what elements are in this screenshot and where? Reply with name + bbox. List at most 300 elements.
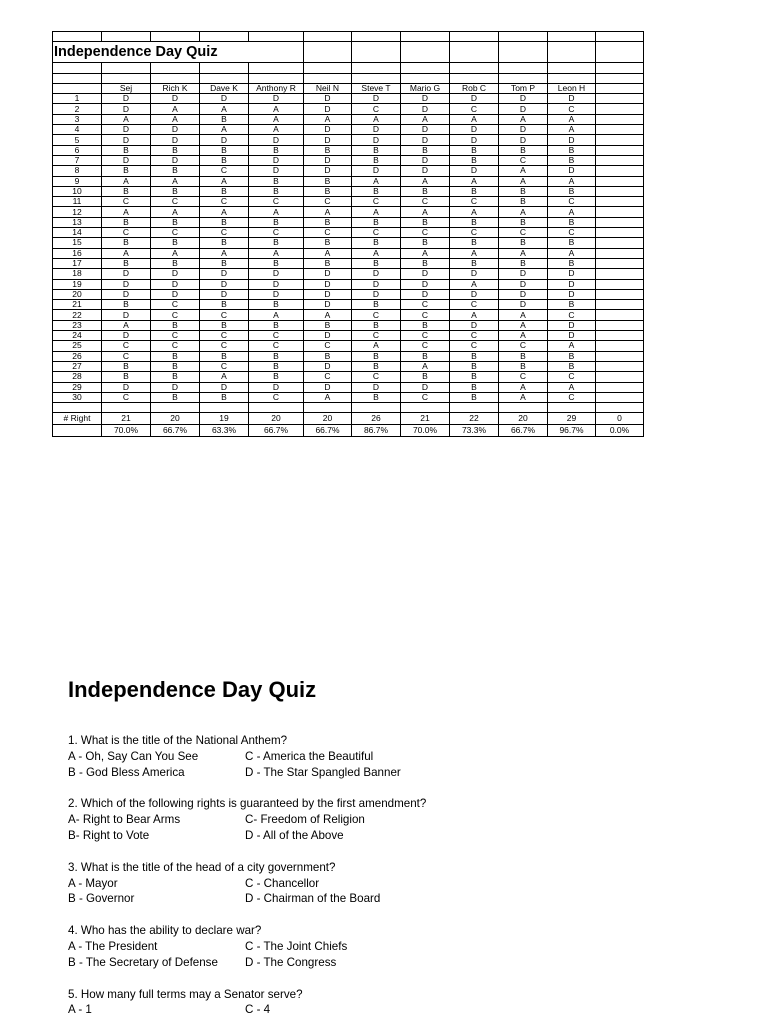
answer-cell: B [249, 300, 304, 310]
answer-cell: A [548, 341, 596, 351]
answer-cell: D [499, 94, 548, 104]
answer-cell: C [499, 372, 548, 382]
answer-cell: A [450, 279, 499, 289]
answer-cell: B [499, 351, 548, 361]
spreadsheet-empty-cell [596, 372, 644, 382]
spreadsheet-empty-cell [596, 258, 644, 268]
answer-cell: D [249, 155, 304, 165]
right-count-cell: 21 [401, 413, 450, 425]
answer-cell: D [304, 300, 352, 310]
spreadsheet-empty-cell [200, 63, 249, 73]
answer-cell: C [401, 341, 450, 351]
right-count-cell: 0 [596, 413, 644, 425]
answer-cell: C [304, 228, 352, 238]
answer-cell: A [352, 114, 401, 124]
answer-cell: D [304, 289, 352, 299]
answer-cell: D [200, 269, 249, 279]
answer-cell: B [249, 351, 304, 361]
answer-cell: B [450, 361, 499, 371]
participant-name: Neil N [304, 83, 352, 93]
question-number: 26 [53, 351, 102, 361]
spreadsheet-empty-cell [53, 73, 102, 83]
answer-cell: D [304, 279, 352, 289]
answer-cell: A [151, 207, 200, 217]
answer-cell: A [401, 248, 450, 258]
answer-cell: D [352, 94, 401, 104]
spreadsheet-empty-cell [596, 63, 644, 73]
answer-cell: B [548, 186, 596, 196]
answer-row [53, 155, 644, 165]
answer-cell: B [401, 258, 450, 268]
question-number: 5 [53, 135, 102, 145]
answer-cell: D [450, 166, 499, 176]
question-number: 17 [53, 258, 102, 268]
answer-row [53, 269, 644, 279]
spreadsheet-title: Independence Day Quiz [53, 42, 249, 63]
spreadsheet-empty-cell [596, 382, 644, 392]
answer-cell: C [352, 228, 401, 238]
question-number: 13 [53, 217, 102, 227]
answer-cell: B [499, 258, 548, 268]
spreadsheet-empty-cell [596, 83, 644, 93]
question-number: 9 [53, 176, 102, 186]
spreadsheet-empty-cell [596, 73, 644, 83]
answer-cell: B [200, 392, 249, 402]
answer-cell: C [401, 228, 450, 238]
question-number: 15 [53, 238, 102, 248]
question-number: 10 [53, 186, 102, 196]
spreadsheet-empty-cell [401, 73, 450, 83]
spreadsheet-empty-cell [596, 320, 644, 330]
answer-cell: A [102, 114, 151, 124]
answer-cell: A [499, 331, 548, 341]
answer-option: B- Right to Vote [68, 828, 150, 842]
answer-cell: B [151, 392, 200, 402]
answer-cell: B [249, 217, 304, 227]
answer-cell: B [200, 238, 249, 248]
spreadsheet-empty-cell [401, 63, 450, 73]
answer-cell: A [499, 166, 548, 176]
answer-cell: D [450, 320, 499, 330]
answer-cell: B [200, 300, 249, 310]
answer-cell: C [151, 341, 200, 351]
answer-cell: D [401, 104, 450, 114]
spreadsheet-empty-cell [596, 331, 644, 341]
answer-cell: D [304, 331, 352, 341]
participant-name: Anthony R [249, 83, 304, 93]
question-number: 22 [53, 310, 102, 320]
answer-cell: D [548, 320, 596, 330]
answer-cell: B [499, 217, 548, 227]
answer-cell: D [249, 382, 304, 392]
answer-cell: B [352, 238, 401, 248]
answer-cell: B [200, 320, 249, 330]
answer-cell: B [548, 351, 596, 361]
answer-cell: B [450, 217, 499, 227]
answer-row [53, 392, 644, 402]
answer-cell: A [499, 207, 548, 217]
answer-cell: A [401, 207, 450, 217]
answer-row [53, 166, 644, 176]
answer-cell: B [450, 145, 499, 155]
spreadsheet-empty-cell [596, 94, 644, 104]
answer-cell: D [401, 94, 450, 104]
spreadsheet-empty-cell [596, 228, 644, 238]
answer-cell: D [450, 289, 499, 299]
answer-cell: A [401, 176, 450, 186]
answer-cell: B [304, 258, 352, 268]
answer-cell: D [401, 269, 450, 279]
answer-cell: D [151, 155, 200, 165]
answer-cell: D [200, 279, 249, 289]
answer-cell: B [151, 145, 200, 155]
answer-cell: B [352, 155, 401, 165]
question-number: 18 [53, 269, 102, 279]
answer-cell: A [548, 248, 596, 258]
answer-row [53, 94, 644, 104]
question-text: 1. What is the title of the National Anthem? [68, 734, 288, 747]
answer-option: D - The Congress [245, 955, 337, 969]
spreadsheet-empty-cell [450, 63, 499, 73]
answer-cell: A [249, 310, 304, 320]
answer-row [53, 320, 644, 330]
spreadsheet-empty-cell [499, 73, 548, 83]
answer-cell: D [548, 289, 596, 299]
answer-cell: B [304, 238, 352, 248]
answer-cell: B [450, 238, 499, 248]
answer-row [53, 310, 644, 320]
answer-cell: C [401, 300, 450, 310]
answer-cell: D [401, 382, 450, 392]
quiz-question [68, 987, 668, 1019]
question-text: 3. What is the title of the head of a city government? [68, 860, 336, 874]
spreadsheet-empty-cell [548, 63, 596, 73]
spreadsheet-empty-cell [596, 114, 644, 124]
answer-cell: A [151, 114, 200, 124]
spreadsheet-empty-cell [596, 207, 644, 217]
percentage-cell: 0.0% [596, 425, 644, 437]
answer-option: D - The Star Spangled Banner [245, 765, 401, 779]
answer-cell: D [151, 94, 200, 104]
answer-cell: D [102, 155, 151, 165]
spreadsheet-empty-cell [151, 73, 200, 83]
answer-option: D - Chairman of the Board [245, 892, 381, 906]
answer-cell: D [102, 279, 151, 289]
answer-cell: B [450, 351, 499, 361]
answer-cell: C [499, 155, 548, 165]
question-number: 16 [53, 248, 102, 258]
answer-cell: C [102, 197, 151, 207]
answer-cell: C [548, 104, 596, 114]
answer-option: A - 1 [68, 1003, 92, 1017]
right-count-cell: 20 [304, 413, 352, 425]
answer-cell: C [352, 197, 401, 207]
answer-cell: A [548, 207, 596, 217]
answer-cell: C [200, 310, 249, 320]
answer-cell: A [450, 114, 499, 124]
answer-cell: B [304, 351, 352, 361]
answer-cell: B [102, 258, 151, 268]
answer-cell: A [499, 392, 548, 402]
spreadsheet-empty-cell [596, 186, 644, 196]
right-count-cell: 19 [200, 413, 249, 425]
answer-cell: B [151, 186, 200, 196]
answer-cell: D [499, 135, 548, 145]
participant-name: Rich K [151, 83, 200, 93]
answer-cell: B [102, 145, 151, 155]
answer-cell: B [304, 320, 352, 330]
spreadsheet-empty-cell [53, 83, 102, 93]
answer-cell: B [499, 197, 548, 207]
spreadsheet-empty-cell [450, 73, 499, 83]
quiz-title: Independence Day Quiz [68, 677, 317, 702]
answer-option: C - America the Beautiful [245, 749, 374, 763]
answer-cell: B [548, 300, 596, 310]
answer-cell: B [450, 258, 499, 268]
spreadsheet-empty-cell [499, 63, 548, 73]
answer-cell: B [548, 238, 596, 248]
answer-cell: D [548, 135, 596, 145]
percentage-cell: 66.7% [499, 425, 548, 437]
quiz-question [68, 923, 668, 970]
answer-cell: D [548, 269, 596, 279]
answer-cell: D [548, 279, 596, 289]
question-number: 27 [53, 361, 102, 371]
answer-cell: C [102, 341, 151, 351]
answer-cell: D [304, 94, 352, 104]
answer-cell: C [200, 361, 249, 371]
answer-cell: B [304, 145, 352, 155]
answer-cell: D [102, 310, 151, 320]
answer-row [53, 125, 644, 135]
answer-cell: C [249, 228, 304, 238]
answer-cell: D [304, 269, 352, 279]
spreadsheet-empty-cell [249, 403, 304, 413]
answer-cell: D [499, 104, 548, 114]
answer-cell: C [200, 197, 249, 207]
question-number: 29 [53, 382, 102, 392]
answer-cell: D [450, 269, 499, 279]
answer-cell: A [200, 176, 249, 186]
spreadsheet-empty-cell [352, 403, 401, 413]
answer-cell: D [102, 382, 151, 392]
answer-cell: B [200, 155, 249, 165]
answer-cell: A [499, 176, 548, 186]
question-number: 7 [53, 155, 102, 165]
answer-cell: C [352, 310, 401, 320]
question-number: 30 [53, 392, 102, 402]
spreadsheet-empty-cell [596, 238, 644, 248]
right-count-cell: 21 [102, 413, 151, 425]
spreadsheet-empty-cell [596, 392, 644, 402]
answer-cell: D [450, 125, 499, 135]
answer-cell: D [352, 269, 401, 279]
spreadsheet-empty-cell [596, 166, 644, 176]
answer-cell: D [200, 94, 249, 104]
answer-cell: B [151, 238, 200, 248]
spreadsheet-blank-row [53, 63, 644, 73]
spreadsheet-empty-cell [304, 403, 352, 413]
answer-cell: A [102, 248, 151, 258]
answer-option: B - Governor [68, 892, 135, 906]
question-number: 6 [53, 145, 102, 155]
answer-row [53, 331, 644, 341]
answer-row [53, 145, 644, 155]
answer-cell: D [352, 382, 401, 392]
answer-cell: C [304, 197, 352, 207]
answer-option: B - The Secretary of Defense [68, 955, 218, 969]
answer-cell: A [548, 125, 596, 135]
answer-cell: D [499, 269, 548, 279]
spreadsheet-empty-cell [352, 63, 401, 73]
answer-cell: D [450, 94, 499, 104]
answer-cell: B [499, 145, 548, 155]
answer-cell: A [450, 176, 499, 186]
answer-cell: D [200, 135, 249, 145]
quiz-question-list [68, 733, 668, 1018]
answer-cell: D [102, 331, 151, 341]
answer-cell: B [499, 238, 548, 248]
answer-cell: B [102, 300, 151, 310]
answer-cell: B [401, 238, 450, 248]
question-number: 1 [53, 94, 102, 104]
percentage-row [53, 425, 644, 437]
answer-cell: C [548, 392, 596, 402]
answer-cell: B [102, 217, 151, 227]
answer-row [53, 382, 644, 392]
answer-cell: B [200, 217, 249, 227]
answer-cell: C [200, 341, 249, 351]
answer-cell: C [304, 372, 352, 382]
answer-cell: C [151, 300, 200, 310]
answer-cell: A [249, 125, 304, 135]
spreadsheet-empty-cell [249, 63, 304, 73]
answer-cell: C [304, 341, 352, 351]
score-spreadsheet [52, 31, 644, 437]
answer-cell: D [401, 166, 450, 176]
answer-cell: C [200, 228, 249, 238]
percentage-cell: 73.3% [450, 425, 499, 437]
answer-cell: A [548, 382, 596, 392]
answer-cell: D [151, 125, 200, 135]
answer-cell: A [249, 248, 304, 258]
answer-cell: D [151, 382, 200, 392]
answer-cell: B [450, 372, 499, 382]
answer-cell: A [450, 207, 499, 217]
answer-cell: C [450, 197, 499, 207]
answer-cell: A [499, 382, 548, 392]
spreadsheet-empty-cell [596, 361, 644, 371]
answer-cell: B [352, 258, 401, 268]
answer-cell: A [249, 104, 304, 114]
spreadsheet-empty-cell [450, 403, 499, 413]
answer-cell: B [401, 372, 450, 382]
answer-cell: D [249, 135, 304, 145]
answer-cell: C [249, 392, 304, 402]
spreadsheet-empty-cell [200, 73, 249, 83]
answer-cell: B [249, 361, 304, 371]
spreadsheet-empty-cell [548, 403, 596, 413]
answer-cell: C [151, 331, 200, 341]
right-count-row [53, 413, 644, 425]
answer-cell: B [304, 176, 352, 186]
answer-cell: B [352, 320, 401, 330]
answer-row [53, 176, 644, 186]
answer-cell: B [151, 372, 200, 382]
answer-cell: B [102, 372, 151, 382]
answer-cell: C [548, 310, 596, 320]
answer-cell: A [249, 207, 304, 217]
answer-cell: C [200, 166, 249, 176]
right-count-cell: 29 [548, 413, 596, 425]
answer-cell: A [304, 392, 352, 402]
answer-cell: A [450, 248, 499, 258]
answer-cell: D [151, 269, 200, 279]
answer-cell: B [401, 217, 450, 227]
percentage-cell: 96.7% [548, 425, 596, 437]
answer-cell: D [249, 269, 304, 279]
question-number: 4 [53, 125, 102, 135]
answer-cell: A [151, 176, 200, 186]
answer-cell: A [151, 248, 200, 258]
question-text: 4. Who has the ability to declare war? [68, 924, 262, 938]
answer-cell: D [151, 279, 200, 289]
answer-cell: A [249, 114, 304, 124]
answer-cell: D [249, 94, 304, 104]
answer-row [53, 135, 644, 145]
answer-cell: B [548, 145, 596, 155]
question-text: 5. How many full terms may a Senator serve? [68, 987, 303, 1001]
spreadsheet-empty-cell [102, 63, 151, 73]
answer-cell: A [352, 207, 401, 217]
answer-cell: C [200, 331, 249, 341]
question-number: 19 [53, 279, 102, 289]
answer-cell: C [249, 197, 304, 207]
answer-cell: C [249, 331, 304, 341]
question-number: 2 [53, 104, 102, 114]
answer-cell: D [249, 289, 304, 299]
answer-cell: B [352, 300, 401, 310]
answer-row [53, 258, 644, 268]
spreadsheet-empty-cell [596, 155, 644, 165]
answer-row [53, 228, 644, 238]
answer-cell: A [352, 341, 401, 351]
answer-cell: D [304, 382, 352, 392]
answer-option: B - God Bless America [68, 765, 185, 779]
answer-row [53, 300, 644, 310]
answer-cell: B [304, 186, 352, 196]
answer-cell: C [548, 228, 596, 238]
answer-cell: B [151, 351, 200, 361]
spreadsheet-empty-cell [596, 269, 644, 279]
spreadsheet-empty-cell [596, 135, 644, 145]
answer-cell: A [151, 104, 200, 114]
answer-cell: B [450, 382, 499, 392]
answer-cell: D [401, 155, 450, 165]
spreadsheet-empty-cell [596, 310, 644, 320]
answer-cell: B [499, 361, 548, 371]
answer-options [68, 876, 668, 908]
answer-cell: C [450, 228, 499, 238]
answer-cell: A [548, 176, 596, 186]
answer-cell: B [249, 145, 304, 155]
spreadsheet-blank-row [53, 73, 644, 83]
answer-cell: D [352, 135, 401, 145]
answer-cell: C [548, 197, 596, 207]
answer-cell: B [450, 155, 499, 165]
answer-cell: B [352, 351, 401, 361]
answer-row [53, 114, 644, 124]
